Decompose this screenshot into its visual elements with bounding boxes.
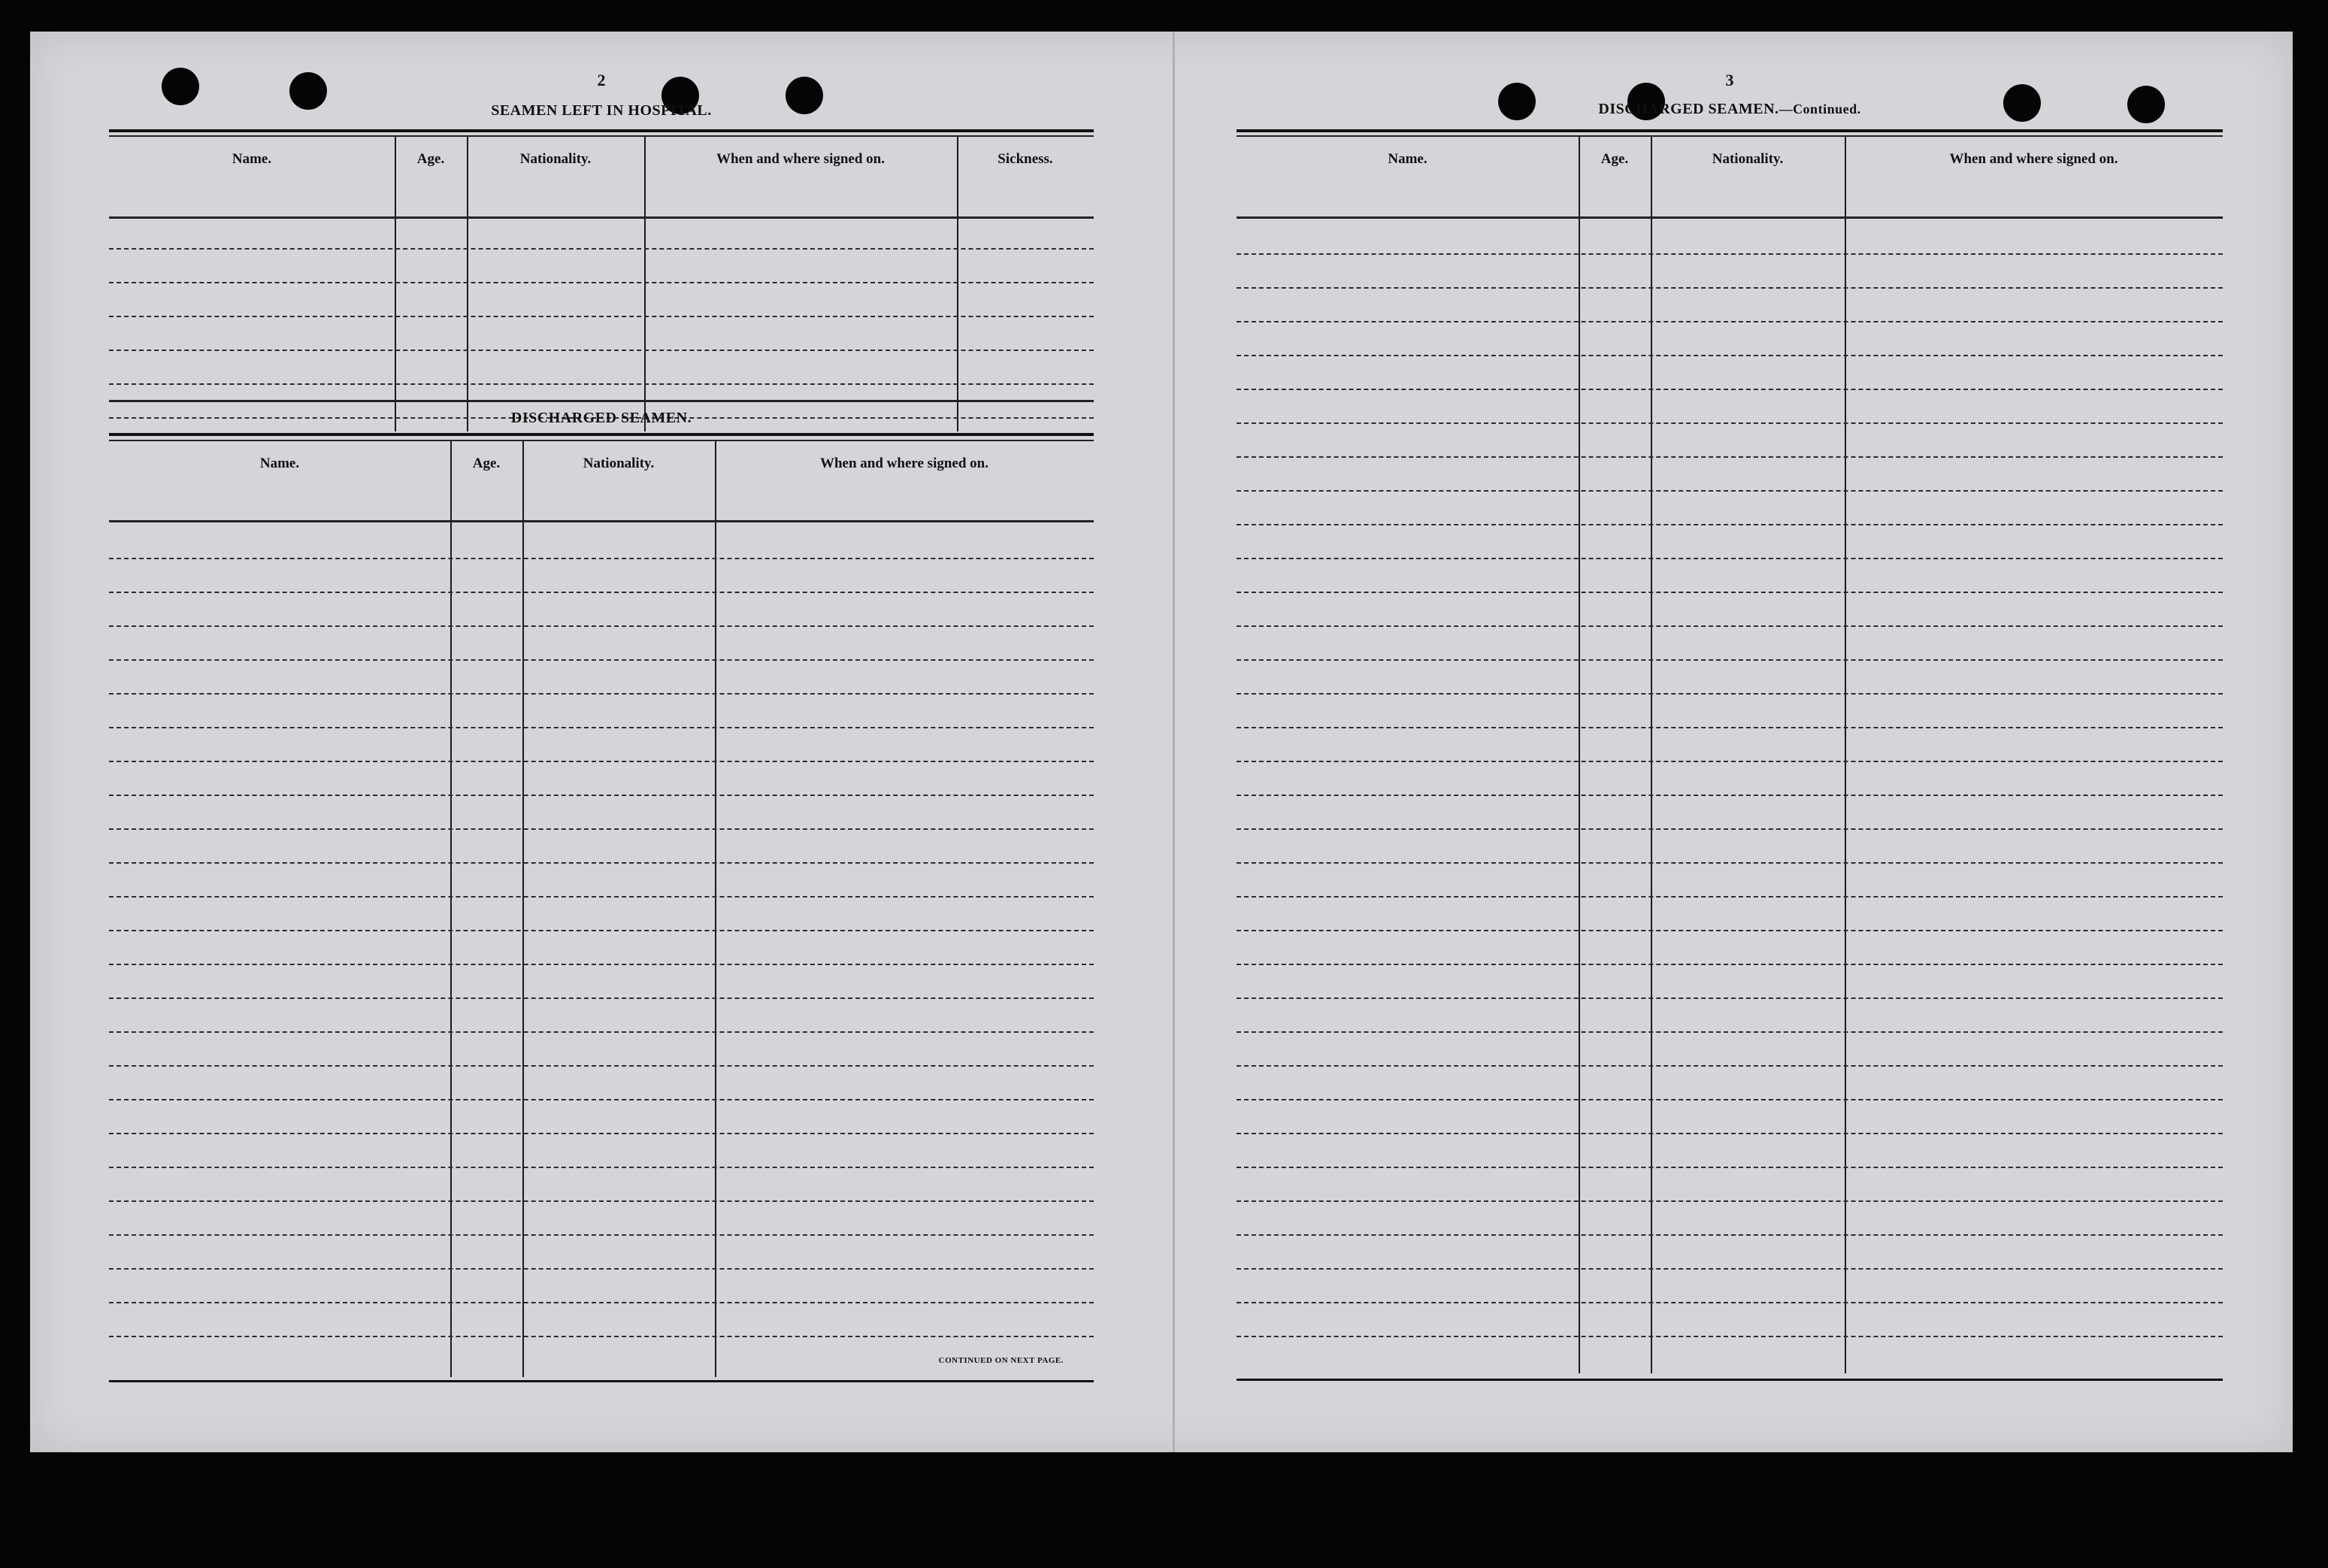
discharged-continued-table: [1237, 137, 2223, 1373]
ruled-line: [1237, 1268, 2223, 1270]
column-header-signed-on: When and where signed on.: [716, 151, 885, 167]
ruled-line: [1237, 625, 2223, 627]
column-divider: [395, 137, 396, 431]
bottom-rule: [1237, 1379, 2223, 1381]
ruled-line: [1237, 659, 2223, 661]
column-header-nationality: Nationality.: [519, 151, 592, 167]
ruled-line: [1237, 727, 2223, 728]
ruled-line: [109, 592, 1094, 593]
ruled-line: [1237, 1167, 2223, 1168]
ruled-line: [109, 1031, 1094, 1033]
ruled-line: [1237, 490, 2223, 492]
column-header-signed-on: When and where signed on.: [1949, 151, 2118, 167]
ruled-line: [1237, 1234, 2223, 1236]
right-page: [1237, 32, 2223, 1452]
ruled-line: [109, 1065, 1094, 1067]
ruled-line: [1237, 524, 2223, 525]
column-header-age: Age.: [416, 151, 445, 167]
ruled-line: [1237, 287, 2223, 289]
ruled-line: [109, 350, 1094, 351]
ruled-line: [109, 1200, 1094, 1202]
heavy-rule: [109, 129, 1094, 132]
bottom-rule: [109, 1380, 1094, 1382]
continued-suffix: —Continued.: [1779, 101, 1861, 117]
heavy-rule: [1237, 129, 2223, 132]
ruled-line: [1237, 896, 2223, 898]
ruled-line: [1237, 1031, 2223, 1033]
page-number: 2: [597, 71, 606, 89]
column-header-nationality: Nationality.: [583, 456, 655, 471]
page-number: 3: [1725, 71, 1734, 89]
ruled-line: [1237, 1133, 2223, 1134]
column-header-age: Age.: [472, 456, 501, 471]
ruled-line: [109, 997, 1094, 999]
ruled-line: [109, 930, 1094, 931]
left-page: [109, 32, 1094, 1452]
column-header-name: Name.: [1388, 151, 1427, 167]
ruled-line: [1237, 997, 2223, 999]
ruled-line: [109, 1234, 1094, 1236]
column-header-signed-on: When and where signed on.: [819, 456, 988, 471]
ruled-line: [1237, 355, 2223, 356]
ruled-line: [109, 248, 1094, 250]
ruled-line: [1237, 422, 2223, 424]
header-underline: [109, 216, 1094, 219]
column-header-name: Name.: [259, 456, 300, 471]
hospital-table: [109, 137, 1094, 431]
ruled-line: [1237, 964, 2223, 965]
ruled-line: [1237, 828, 2223, 830]
ruled-line: [1237, 253, 2223, 255]
ruled-line: [109, 1133, 1094, 1134]
ruled-line: [109, 896, 1094, 898]
section-rule: [109, 400, 1094, 402]
ruled-line: [109, 1336, 1094, 1337]
ruled-line: [109, 828, 1094, 830]
ruled-line: [1237, 321, 2223, 322]
ruled-line: [109, 727, 1094, 728]
ruled-line: [109, 625, 1094, 627]
ruled-line: [1237, 930, 2223, 931]
column-divider: [467, 137, 468, 431]
ruled-line: [1237, 456, 2223, 458]
ruled-line: [1237, 558, 2223, 559]
ruled-line: [109, 761, 1094, 762]
hospital-section-title: SEAMEN LEFT IN HOSPITAL.: [491, 102, 712, 119]
column-header-nationality: Nationality.: [1712, 151, 1784, 167]
discharged-section-title: DISCHARGED SEAMEN.: [510, 410, 692, 426]
ruled-line: [1237, 1302, 2223, 1303]
heavy-rule: [109, 433, 1094, 436]
ruled-line: [109, 693, 1094, 695]
column-divider: [450, 441, 452, 1377]
ruled-line: [1237, 389, 2223, 390]
column-divider: [644, 137, 646, 431]
discharged-table: [109, 441, 1094, 1377]
ruled-line: [1237, 592, 2223, 593]
ruled-line: [109, 1167, 1094, 1168]
ruled-line: [109, 282, 1094, 283]
ruled-line: [109, 1099, 1094, 1100]
ruled-line: [109, 558, 1094, 559]
column-divider: [715, 441, 716, 1377]
scan-border: [0, 1466, 2328, 1568]
section-title: DISCHARGED SEAMEN.: [1598, 101, 1779, 117]
ruled-line: [109, 316, 1094, 317]
ruled-line: [109, 659, 1094, 661]
ruled-line: [1237, 693, 2223, 695]
ruled-line: [1237, 1065, 2223, 1067]
ruled-line: [1237, 761, 2223, 762]
ruled-line: [1237, 1200, 2223, 1202]
ruled-line: [109, 1302, 1094, 1303]
discharged-continued-title: [1237, 101, 2223, 118]
page-fold: [1173, 32, 1175, 1452]
ruled-line: [109, 795, 1094, 796]
ruled-line: [109, 1268, 1094, 1270]
column-header-sickness: Sickness.: [997, 151, 1053, 167]
header-underline: [1237, 216, 2223, 219]
ruled-line: [1237, 1336, 2223, 1337]
column-header-name: Name.: [232, 151, 272, 167]
column-header-age: Age.: [1600, 151, 1629, 167]
column-divider: [957, 137, 958, 431]
ruled-line: [109, 862, 1094, 864]
ruled-line: [1237, 1099, 2223, 1100]
header-underline: [109, 520, 1094, 522]
continued-note: CONTINUED ON NEXT PAGE.: [938, 1356, 1064, 1365]
ruled-line: [1237, 795, 2223, 796]
ruled-line: [109, 964, 1094, 965]
column-divider: [522, 441, 524, 1377]
ruled-line: [1237, 862, 2223, 864]
ruled-line: [109, 383, 1094, 385]
